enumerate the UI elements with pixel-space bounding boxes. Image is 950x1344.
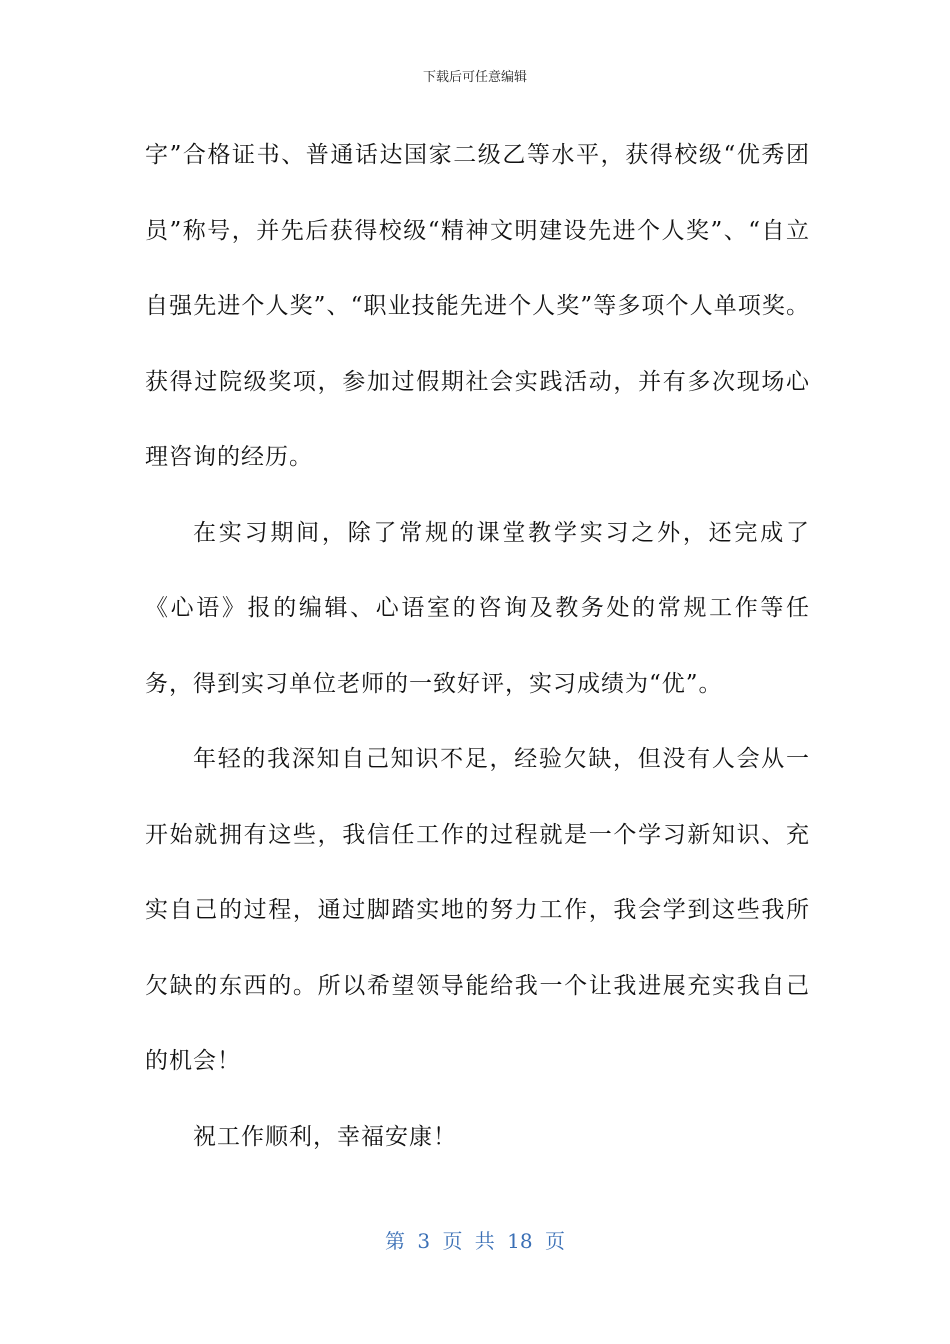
paragraph-closing-wish: 祝工作顺利，幸福安康！ — [193, 1123, 457, 1150]
paragraph-awards: 字”合格证书、普通话达国家二级乙等水平，获得校级“优秀团员”称号，并先后获得校级“精神文明建设先进个人奖”、“自立自强先进个人奖”、“职业技能先进个人奖”等多项个人单项奖。获得过院级奖项，参加过假期社会实践活动，并有多次现场心理咨询的经历。 — [145, 142, 810, 470]
paragraph-internship: 在实习期间，除了常规的课堂教学实习之外，还完成了《心语》报的编辑、心语室的咨询及教务处的常规工作等任务，得到实习单位老师的一致好评，实习成绩为“优”。 — [145, 519, 810, 697]
document-body — [145, 118, 810, 1175]
page-header-note: 下载后可任意编辑 — [422, 70, 527, 85]
page-number-footer: 第 3 页 共 18 页 — [385, 1229, 565, 1253]
paragraph-aspiration: 年轻的我深知自己知识不足，经验欠缺，但没有人会从一开始就拥有这些，我信任工作的过程就是一个学习新知识、充实自己的过程，通过脚踏实地的努力工作，我会学到这些我所欠缺的东西的。所以希望领导能给我一个让我进展充实我自己的机会！ — [145, 746, 810, 1074]
